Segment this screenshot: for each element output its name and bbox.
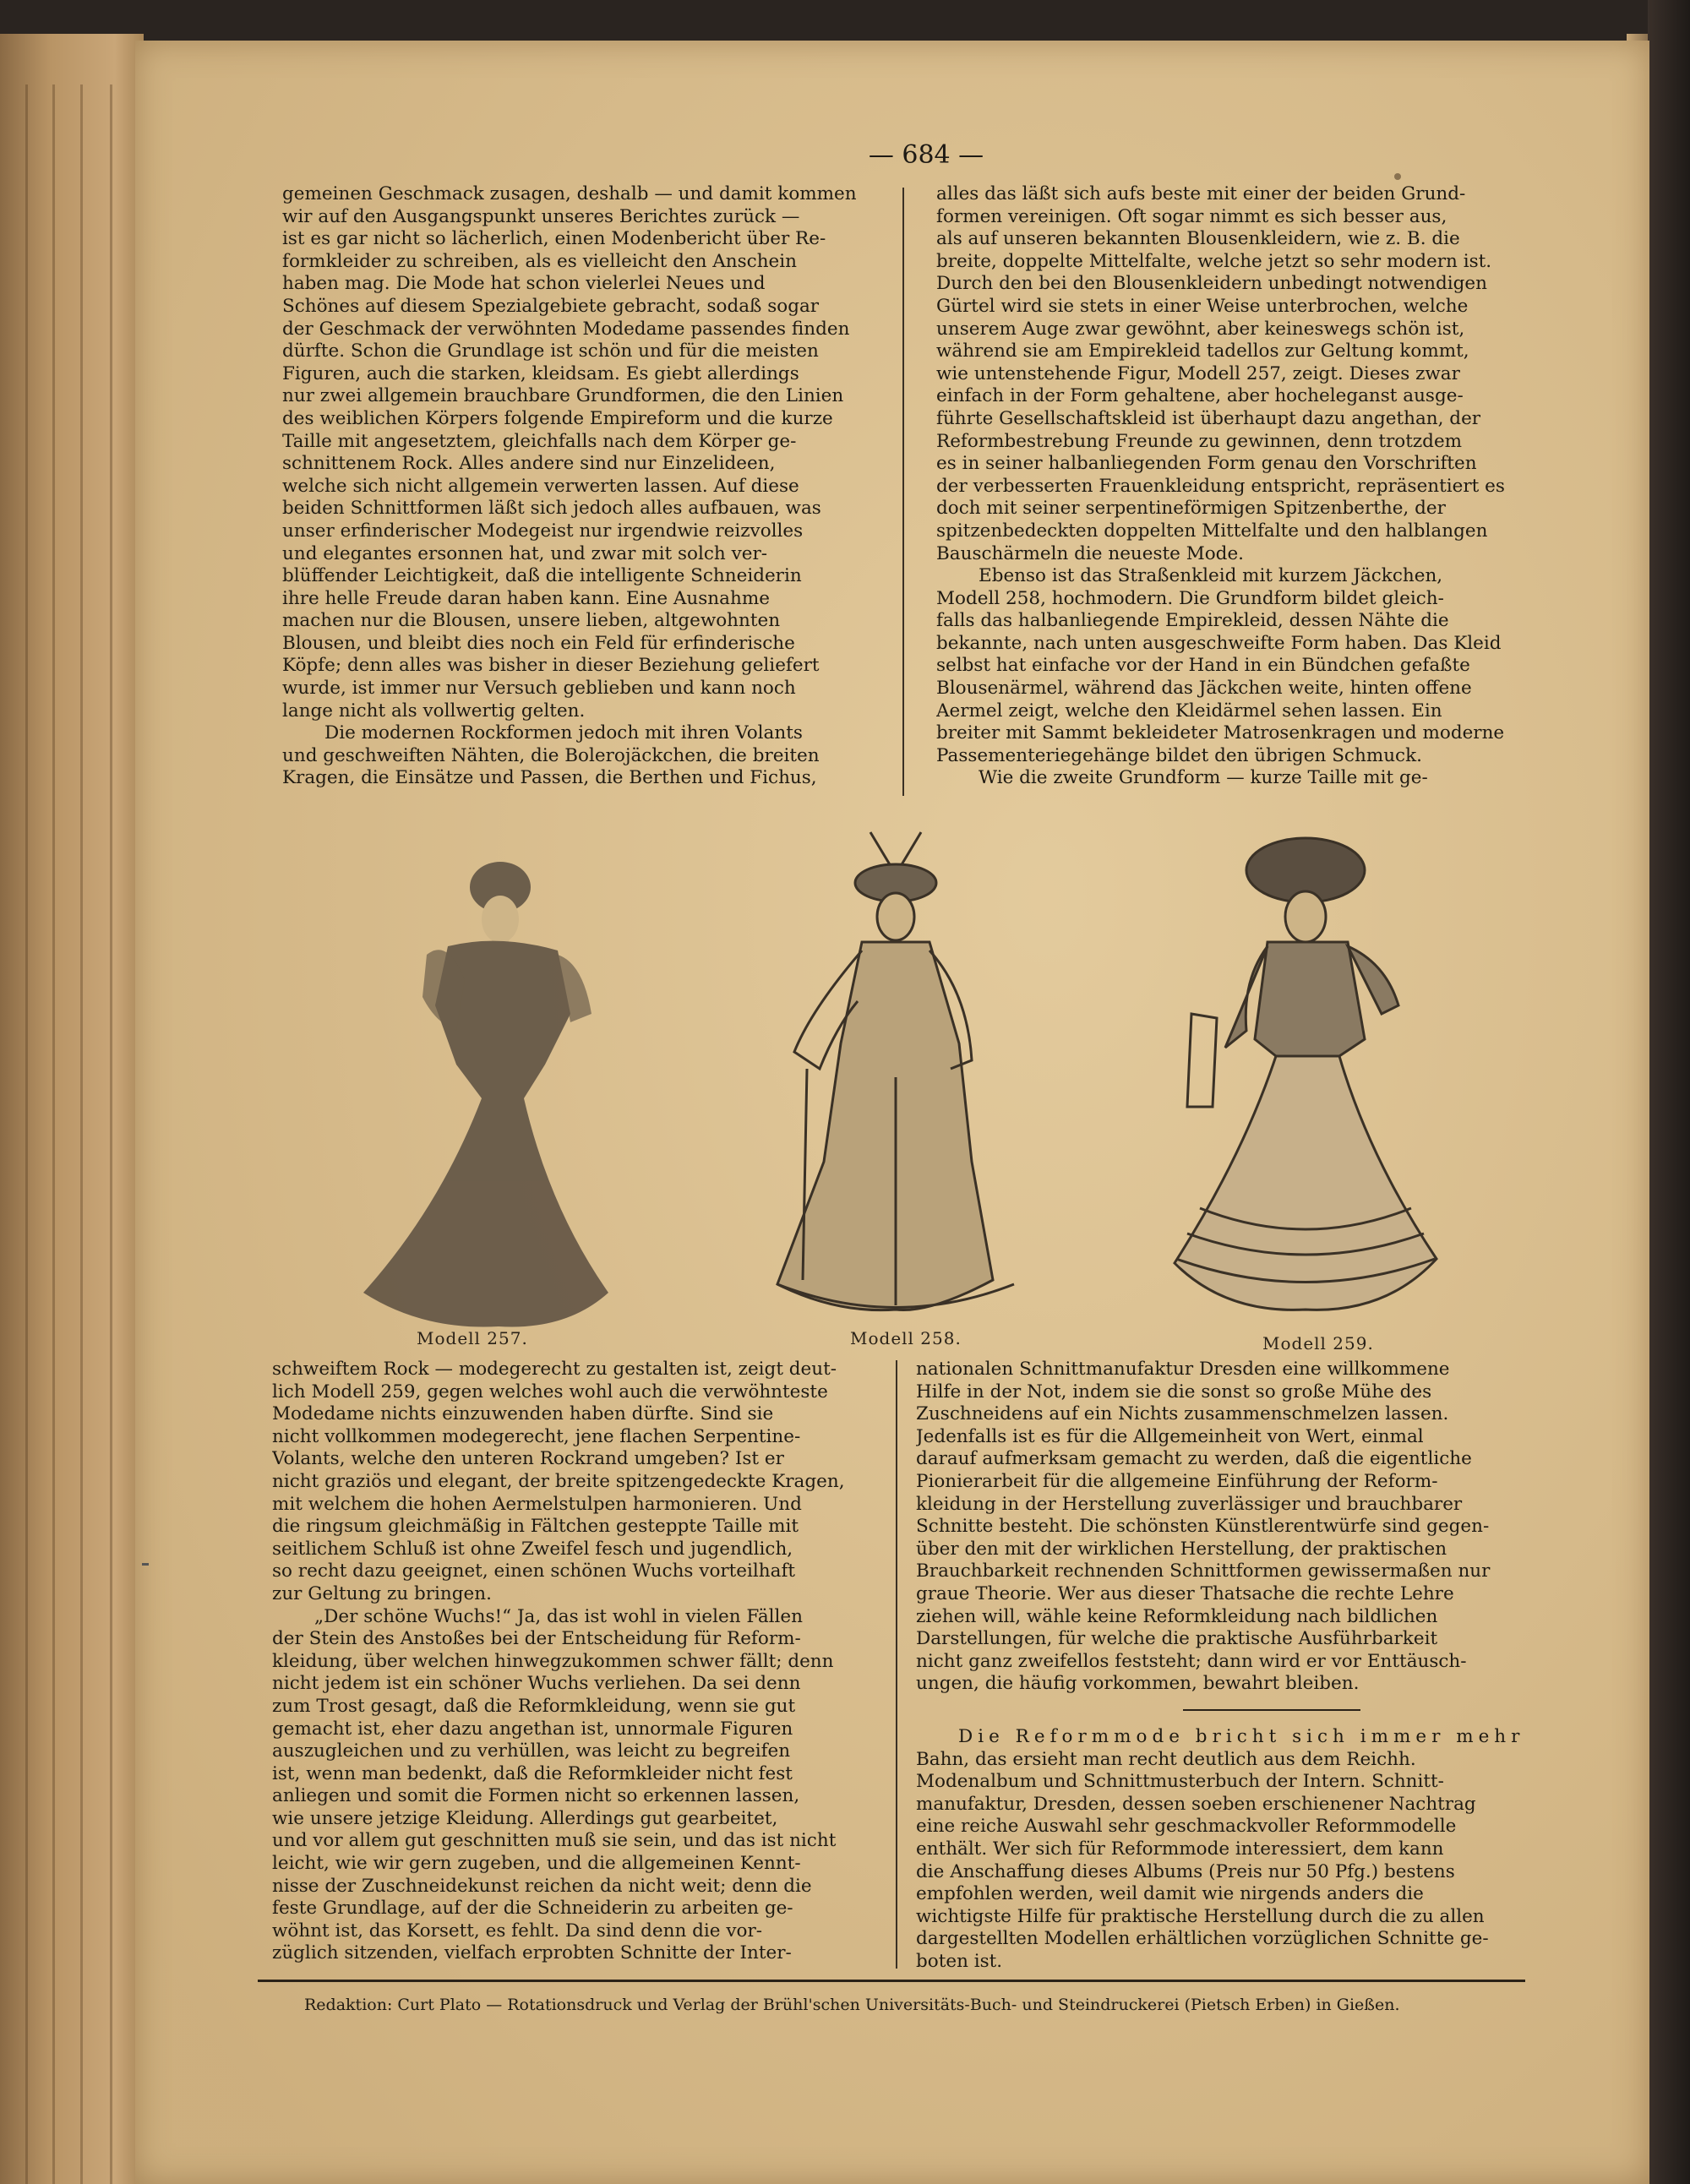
text-line: Ebenso ist das Straßenkleid mit kurzem Jäckchen, [979,565,1443,587]
notice-line: dargestellten Modellen erhältlichen vorzüglichen Schnitte ge- [916,1928,1489,1950]
text-line: breite, doppelte Mittelfalte, welche jetzt so sehr modern ist. [936,250,1492,272]
text-line: unser erfinderischer Modegeist nur irgendwie reizvolles [282,520,804,542]
text-line: es in seiner halbanliegenden Form genau den Vorschriften [936,453,1477,475]
fashion-illustration-modell-259 [1166,836,1445,1335]
text-line: „Der schöne Wuchs!“ Ja, das ist wohl in vielen Fällen [314,1605,803,1627]
text-line: wie untenstehende Figur, Modell 257, zeigt. Dieses zwar [936,362,1460,384]
text-line: ist, wenn man bedenkt, daß die Reformkleider nicht fest [272,1762,793,1784]
text-line: Brauchbarkeit rechnenden Schnittformen gewissermaßen nur [916,1560,1491,1582]
text-line: Volants, welche den unteren Rockrand umgeben? Ist er [272,1448,784,1470]
text-line: haben mag. Die Mode hat schon vielerlei Neues und [282,273,766,295]
text-line: Köpfe; denn alles was bisher in dieser Beziehung geliefert [282,655,820,677]
text-line: Modedame nichts einzuwenden haben dürfte. Sind sie [272,1403,774,1425]
column-divider-lower [896,1360,897,1969]
text-line: spitzenbedeckten doppelten Mittelfalte und den halblangen [936,520,1488,542]
notice-line: eine reiche Auswahl sehr geschmackvoller Reformmodelle [916,1816,1457,1838]
column-bottom-left [272,1359,883,1965]
text-line: Durch den bei den Blousenkleidern unbedingt notwendigen [936,273,1487,295]
text-line: Schnitte besteht. Die schönsten Künstlerentwürfe sind gegen- [916,1516,1490,1538]
notice-line: die Anschaffung dieses Albums (Preis nur 50 Pfg.) bestens [916,1860,1455,1882]
text-line: dürfte. Schon die Grundlage ist schön und für die meisten [282,340,819,362]
figure-caption-259: Modell 259. [1262,1333,1374,1353]
margin-mark [142,1563,149,1566]
text-line: Blousenärmel, während das Jäckchen weite, hinten offene [936,678,1472,700]
text-line: Passementeriegehänge bildet den übrigen Schmuck. [936,744,1422,766]
column-top-right [936,183,1540,790]
text-line: ungen, die häufig vorkommen, bewahrt bleiben. [916,1673,1360,1695]
text-line: der verbesserten Frauenkleidung entspricht, repräsentiert es [936,475,1505,497]
text-line: anliegen und somit die Formen nicht so erkennen lassen, [272,1785,800,1807]
text-line: Figuren, auch die starken, kleidsam. Es giebt allerdings [282,362,799,384]
text-line: formkleider zu schreiben, als es vielleicht den Anschein [282,250,798,272]
text-line: Hilfe in der Not, indem sie die sonst so große Mühe des [916,1381,1432,1402]
text-line: darauf aufmerksam gemacht zu werden, daß die eigentliche [916,1448,1472,1470]
text-line: so recht dazu geeignet, einen schönen Wuchs vorteilhaft [272,1560,796,1582]
text-line: bekannte, nach unten ausgeschweifte Form haben. Das Kleid [936,632,1502,654]
text-line: doch mit seiner serpentineförmigen Spitzenberthe, der [936,498,1446,520]
text-line: Pionierarbeit für die allgemeine Einführung der Reform- [916,1470,1438,1492]
text-line: Taille mit angesetztem, gleichfalls nach dem Körper ge- [282,430,797,452]
fashion-illustration-modell-257 [355,853,642,1343]
text-line: und vor allem gut geschnitten muß sie sein, und das ist nicht [272,1830,837,1852]
text-line: gemeinen Geschmack zusagen, deshalb — und damit kommen [282,183,857,204]
text-line: Jedenfalls ist es für die Allgemeinheit von Wert, einmal [916,1425,1424,1447]
text-line: Schönes auf diesem Spezialgebiete gebracht, sodaß sogar [282,295,820,317]
text-line: Blousen, und bleibt dies noch ein Feld für erfinderische [282,632,795,654]
text-line: nisse der Zuschneidekunst reichen da nicht weit; denn die [272,1875,812,1897]
column-bottom-right [916,1359,1526,1696]
text-line: falls das halbanliegende Empirekleid, dessen Nähte die [936,610,1449,632]
notice-reformmode [916,1726,1526,1974]
page-number: — 684 — [868,140,984,170]
text-line: des weiblichen Körpers folgende Empireform und die kurze [282,407,833,429]
text-line: gemacht ist, eher dazu angethan ist, unnormale Figuren [272,1718,793,1740]
text-line: wurde, ist immer nur Versuch geblieben und kann noch [282,678,796,700]
text-line: kleidung in der Herstellung zuverlässiger und brauchbarer [916,1493,1463,1515]
text-line: als auf unseren bekannten Blousenkleidern, wie z. B. die [936,228,1460,250]
text-line: ihre helle Freude daran haben kann. Eine Ausnahme [282,587,770,609]
text-line: und geschweiften Nähten, die Bolerojäckchen, die breiten [282,744,820,766]
text-line: Wie die zweite Grundform — kurze Taille mit ge- [979,767,1428,789]
text-line: der Geschmack der verwöhnten Modedame passendes finden [282,318,850,340]
text-line: breiter mit Sammt bekleideter Matrosenkragen und moderne [936,722,1505,744]
figure-caption-257: Modell 257. [417,1328,528,1348]
text-line: lich Modell 259, gegen welches wohl auch die verwöhnteste [272,1381,828,1402]
text-line: nationalen Schnittmanufaktur Dresden eine willkommene [916,1359,1450,1380]
text-line: Darstellungen, für welche die praktische Ausführbarkeit [916,1628,1438,1650]
notice-line: boten ist. [916,1950,1003,1972]
text-line: machen nur die Blousen, unsere lieben, altgewohnten [282,610,781,632]
text-line: auszugleichen und zu verhüllen, was leicht zu begreifen [272,1740,791,1762]
notice-line: wichtigste Hilfe für praktische Herstellung durch die zu allen [916,1905,1485,1927]
text-line: feste Grundlage, auf der die Schneiderin zu arbeiten ge- [272,1898,793,1920]
notice-line: empfohlen werden, weil damit wie nirgends anders die [916,1883,1424,1905]
text-line: Modell 258, hochmodern. Die Grundform bildet gleich- [936,587,1444,609]
text-line: ist es gar nicht so lächerlich, einen Modenbericht über Re- [282,228,826,250]
text-line: ziehen will, wähle keine Reformkleidung nach bildlichen [916,1605,1438,1627]
text-line: Die modernen Rockformen jedoch mit ihren Volants [324,722,803,744]
text-line: lange nicht als vollwertig gelten. [282,700,586,722]
text-line: während sie am Empirekleid tadellos zur Geltung kommt, [936,340,1469,362]
text-line: welche sich nicht allgemein verwerten lassen. Auf diese [282,475,799,497]
text-line: die ringsum gleichmäßig in Fältchen gesteppte Taille mit [272,1516,799,1538]
notice-line: Die Reformmode bricht sich immer mehr [958,1726,1525,1747]
text-line: schnittenem Rock. Alles andere sind nur Einzelideen, [282,453,776,475]
text-line: nicht ganz zweifellos feststeht; dann wird er vor Enttäusch- [916,1650,1467,1672]
fashion-illustration-modell-258 [760,824,1039,1335]
text-line: züglich sitzenden, vielfach erprobten Schnitte der Inter- [272,1942,792,1964]
footer-rule [258,1980,1525,1982]
column-top-left [282,183,891,790]
text-line: formen vereinigen. Oft sogar nimmt es sich besser aus, [936,205,1447,227]
notice-line: Modenalbum und Schnittmusterbuch der Intern. Schnitt- [916,1771,1444,1793]
notice-line: Bahn, das ersieht man recht deutlich aus dem Reichh. [916,1748,1416,1770]
column-divider [902,188,904,796]
text-line: Gürtel wird sie stets in einer Weise unterbrochen, welche [936,295,1469,317]
scan-background [1648,0,1690,2184]
text-line: der Stein des Anstoßes bei der Entscheidung für Reform- [272,1628,801,1650]
text-line: mit welchem die hohen Aermelstulpen harmonieren. Und [272,1493,802,1515]
text-line: zur Geltung zu bringen. [272,1582,492,1604]
text-line: Zuschneidens auf ein Nichts zusammenschmelzen lassen. [916,1403,1449,1425]
text-line: nur zwei allgemein brauchbare Grundformen, die den Linien [282,385,844,407]
text-line: graue Theorie. Wer aus dieser Thatsache die rechte Lehre [916,1582,1454,1604]
text-line: nicht jedem ist ein schöner Wuchs verliehen. Da sei denn [272,1673,801,1695]
text-line: über den mit der wirklichen Herstellung, der praktischen [916,1538,1447,1560]
imprint-footer: Redaktion: Curt Plato — Rotationsdruck und Verlag der Brühl'schen Universitäts-Buch- und Steindruckerei (Pietsch Erben) in Gießen. [304,1996,1400,2014]
text-line: einfach in der Form gehaltene, aber hocheleganst ausge- [936,385,1464,407]
section-separator [1183,1709,1360,1711]
text-line: unserem Auge zwar gewöhnt, aber keineswegs schön ist, [936,318,1465,340]
text-line: und elegantes ersonnen hat, und zwar mit solch ver- [282,542,768,564]
text-line: blüffender Leichtigkeit, daß die intelligente Schneiderin [282,565,802,587]
text-line: Kragen, die Einsätze und Passen, die Berthen und Fichus, [282,767,817,789]
text-line: Reformbestrebung Freunde zu gewinnen, denn trotzdem [936,430,1463,452]
text-line: schweiftem Rock — modegerecht zu gestalten ist, zeigt deut- [272,1359,837,1380]
text-line: führte Gesellschaftskleid ist überhaupt dazu angethan, der [936,407,1481,429]
text-line: zum Trost gesagt, daß die Reformkleidung, wenn sie gut [272,1695,796,1717]
text-line: wöhnt ist, das Korsett, es fehlt. Da sind denn die vor- [272,1920,762,1942]
text-line: nicht graziös und elegant, der breite spitzengedeckte Kragen, [272,1470,845,1492]
notice-line: enthält. Wer sich für Reformmode interessiert, dem kann [916,1838,1444,1860]
figure-caption-258: Modell 258. [850,1328,962,1348]
text-line: seitlichem Schluß ist ohne Zweifel fesch und jugendlich, [272,1538,793,1560]
text-line: Bauschärmeln die neueste Mode. [936,542,1244,564]
left-page-edge [0,34,144,2184]
text-line: kleidung, über welchen hinwegzukommen schwer fällt; denn [272,1650,834,1672]
text-line: alles das läßt sich aufs beste mit einer der beiden Grund- [936,183,1466,204]
ink-spot [1394,173,1401,180]
text-line: nicht vollkommen modegerecht, jene flachen Serpentine- [272,1425,801,1447]
text-line: Aermel zeigt, welche den Kleidärmel sehen lassen. Ein [936,700,1442,722]
text-line: wir auf den Ausgangspunkt unseres Berichtes zurück — [282,205,800,227]
notice-line: manufaktur, Dresden, dessen soeben erschienener Nachtrag [916,1793,1476,1815]
text-line: beiden Schnittformen läßt sich jedoch alles aufbauen, was [282,498,821,520]
text-line: selbst hat einfache vor der Hand in ein Bündchen gefaßte [936,655,1470,677]
text-line: leicht, wie wir gern zugeben, und die allgemeinen Kennt- [272,1853,801,1875]
text-line: wie unsere jetzige Kleidung. Allerdings gut gearbeitet, [272,1807,778,1829]
